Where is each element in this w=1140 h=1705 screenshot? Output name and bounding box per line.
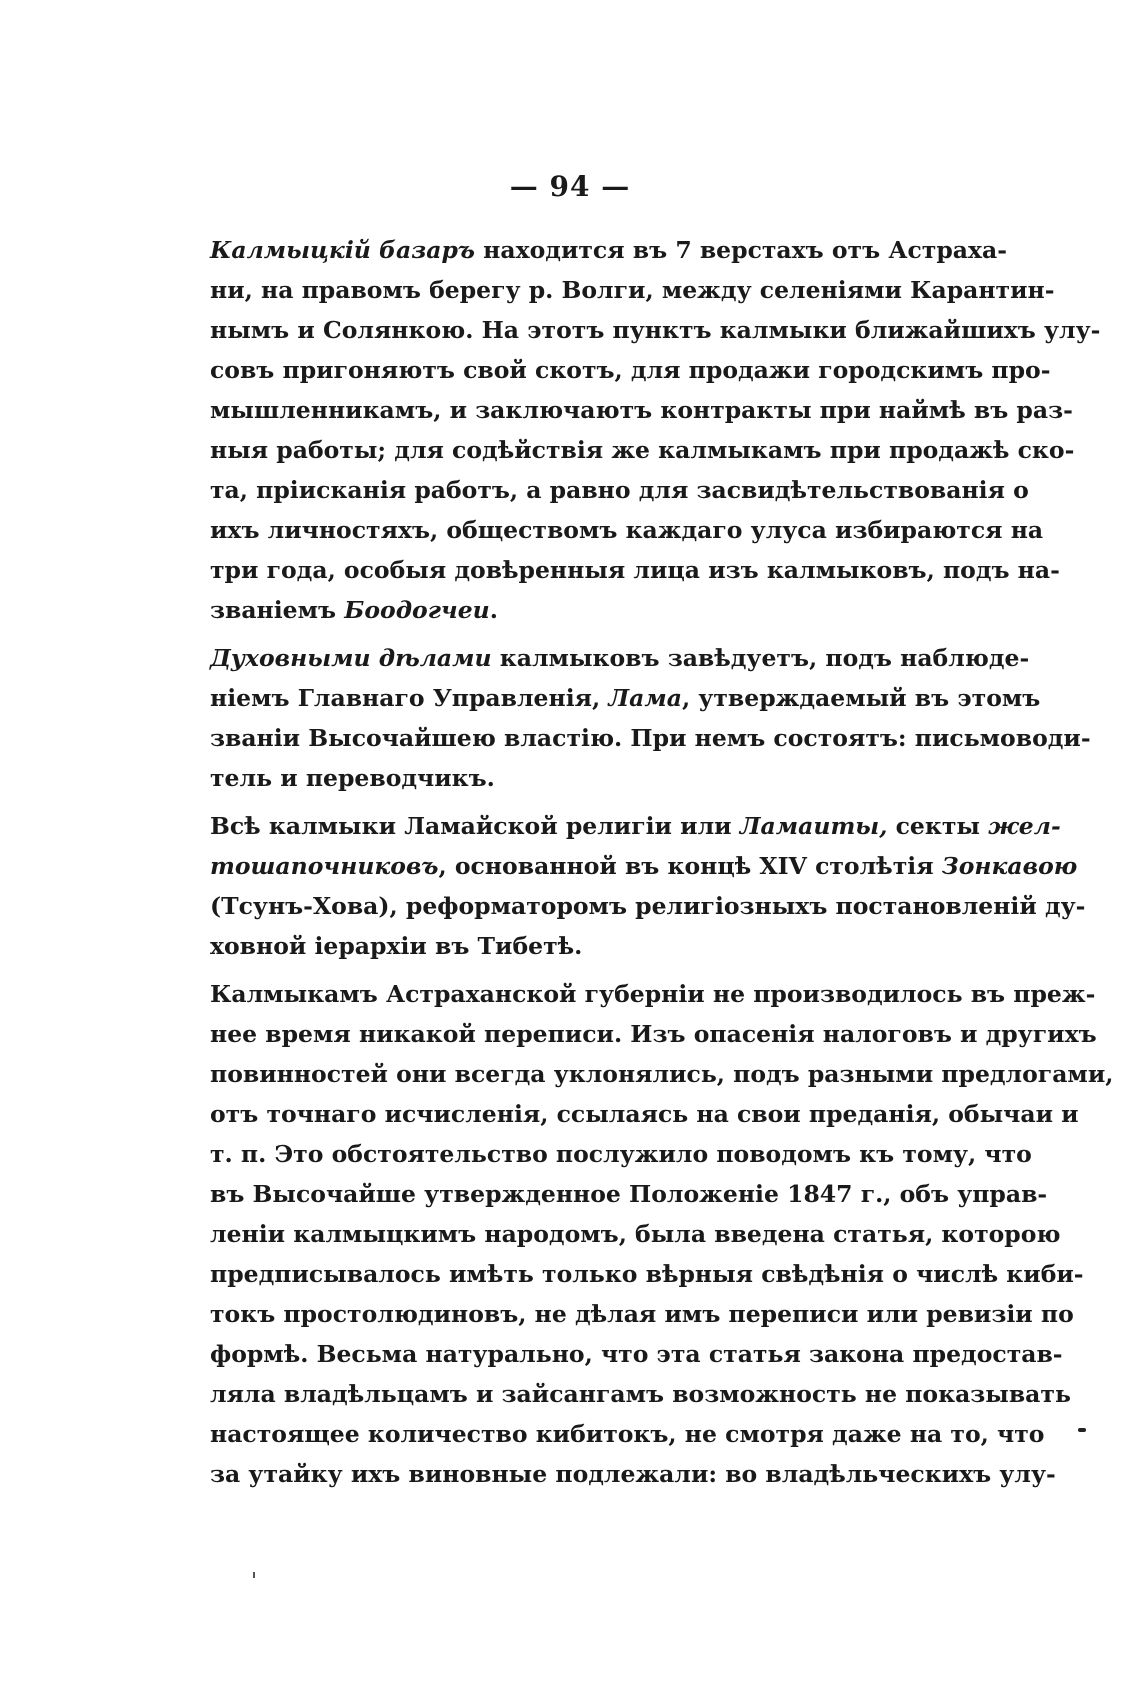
text-run: ихъ личностяхъ, обществомъ каждаго улуса избираются на [210,516,1044,544]
text-line [210,1254,1084,1294]
text-line [210,1414,1045,1454]
text-run: ніемъ Главнаго Управленія, [210,684,609,712]
text-line [210,230,1007,270]
text-run: званіемъ [210,596,345,624]
text-line [210,1334,1063,1374]
text-line [210,550,1060,590]
text-line [210,1374,1071,1414]
text-run: нымъ и Солянкою. На этотъ пунктъ калмыки ближайшихъ улу- [210,316,1101,344]
text-line [210,590,970,630]
text-run: ни, на правомъ берегу р. Волги, между селеніями Карантин- [210,276,1055,304]
text-line [210,350,1051,390]
text-line [210,926,970,966]
text-run: совъ пригоняютъ свой скотъ, для продажи городскимъ про- [210,356,1051,384]
text-body [210,230,1114,1494]
text-line [210,758,970,798]
text-run: т. п. Это обстоятельство послужило поводомъ къ тому, что [210,1140,1032,1168]
text-line [210,1134,1032,1174]
paragraph-gap [210,630,970,638]
text-run: та, прiисканія работъ, а равно для засвидѣтельствованія о [210,476,1029,504]
text-line [210,846,1078,886]
text-run: находится въ 7 верстахъ отъ Астраха- [474,236,1007,264]
text-run: (Тсунъ-Хова), реформаторомъ религіозныхъ постановленій ду- [210,892,1086,920]
text-run: , основанной въ концѣ XIV столѣтія [438,852,942,880]
text-line [210,310,1101,350]
text-run: мышленникамъ, и заключаютъ контракты при наймѣ въ раз- [210,396,1073,424]
italic-run: Духовными дѣлами [210,644,492,672]
text-line [210,1294,1074,1334]
text-line [210,1054,1114,1094]
text-run: Всѣ калмыки Ламайской религіи или [210,812,740,840]
text-line [210,1214,1061,1254]
margin-speck [253,1572,255,1578]
italic-run: Зонкавою [941,852,1078,880]
text-run: , утверждаемый въ этомъ [681,684,1041,712]
text-line [210,886,1086,926]
paragraph [210,230,1101,630]
text-line [210,806,1061,846]
text-line [210,638,1030,678]
text-line [210,270,1055,310]
text-run: калмыковъ завѣдуетъ, подъ наблюде- [491,644,1030,672]
paragraph [210,806,1086,966]
text-run: леніи калмыцкимъ народомъ, была введена статья, которою [210,1220,1061,1248]
text-line [210,390,1073,430]
page-number: — 94 — [509,170,631,203]
italic-run: Лама [608,684,682,712]
text-run: формѣ. Весьма натурально, что эта статья закона предостав- [210,1340,1063,1368]
paragraph [210,638,1091,798]
paragraph-gap [210,966,970,974]
text-run: настоящее количество кибитокъ, не смотря даже на то, что [210,1420,1045,1448]
text-line [210,974,1096,1014]
text-line [210,718,1091,758]
margin-mark [1078,1428,1086,1432]
text-line [210,1174,1048,1214]
text-run: секты [887,812,989,840]
paragraph-gap [210,798,970,806]
text-run: ныя работы; для содѣйствія же калмыкамъ при продажѣ ско- [210,436,1075,464]
text-run: нее время никакой переписи. Изъ опасенія налоговъ и другихъ [210,1020,1097,1048]
text-run: . [489,596,498,624]
text-line [210,510,1044,550]
italic-run: Боодогчеи [344,596,490,624]
text-line [210,430,1075,470]
italic-run: жел- [988,812,1061,840]
italic-run: тошапочниковъ [210,852,439,880]
text-run: за утайку ихъ виновные подлежали: во владѣльческихъ улу- [210,1460,1056,1488]
text-run: три года, особыя довѣренныя лица изъ калмыковъ, подъ на- [210,556,1060,584]
text-run: токъ простолюдиновъ, не дѣлая имъ переписи или ревизіи по [210,1300,1074,1328]
text-line [210,678,1041,718]
text-line [210,1094,1079,1134]
text-line [210,1454,1056,1494]
text-run: тель и переводчикъ. [210,764,495,792]
text-run: отъ точнаго исчисленія, ссылаясь на свои преданія, обычаи и [210,1100,1079,1128]
paragraph [210,974,1114,1494]
text-run: ляла владѣльцамъ и зайсангамъ возможность не показывать [210,1380,1071,1408]
text-run: въ Высочайше утвержденное Положеніе 1847 г., объ управ- [210,1180,1048,1208]
text-line [210,470,1029,510]
text-run: званіи Высочайшею властію. При немъ состоятъ: письмоводи- [210,724,1091,752]
text-line [210,1014,1097,1054]
italic-run: Калмыцкій базаръ [210,236,475,264]
text-run: ховной іерархіи въ Тибетѣ. [210,932,583,960]
text-run: Калмыкамъ Астраханской губерніи не производилось въ преж- [210,980,1096,1008]
text-run: предписывалось имѣть только вѣрныя свѣдѣнія о числѣ киби- [210,1260,1084,1288]
text-run: повинностей они всегда уклонялись, подъ разными предлогами, [210,1060,1114,1088]
italic-run: Ламаиты, [739,812,888,840]
